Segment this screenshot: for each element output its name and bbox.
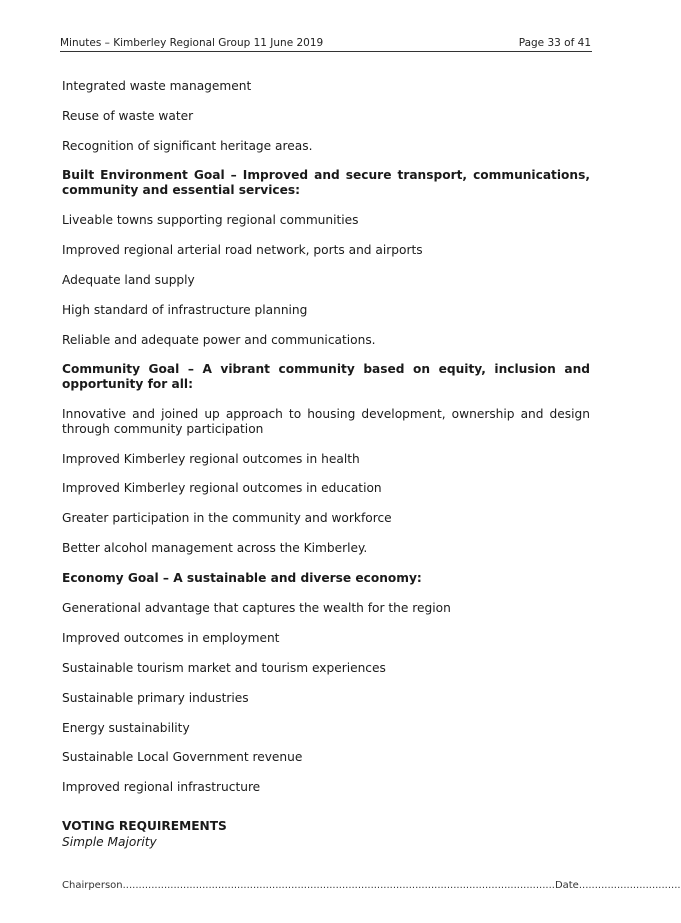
list-item: Generational advantage that captures the wealth for the region: [62, 601, 451, 616]
list-item: Innovative and joined up approach to housing development, ownership and design through community participation: [62, 407, 590, 436]
voting-requirements-heading: VOTING REQUIREMENTS: [62, 818, 227, 833]
page-header: [60, 37, 591, 49]
list-item: Improved Kimberley regional outcomes in health: [62, 451, 360, 466]
voting-requirements-value: Simple Majority: [62, 835, 157, 850]
signature-footer: [62, 880, 681, 891]
list-item: Improved regional infrastructure: [62, 780, 261, 795]
page-number: Page 33 of 41: [518, 37, 591, 49]
list-item: Recognition of significant heritage areas.: [62, 138, 313, 153]
chairperson-signature-line: ........................................................................................................................................: [122, 880, 555, 891]
list-item: High standard of infrastructure planning: [62, 302, 308, 317]
list-item: Reuse of waste water: [62, 108, 194, 123]
list-item: Liveable towns supporting regional communities: [62, 213, 359, 228]
date-signature-line: ................................: [578, 880, 681, 891]
economy-goal-heading: Economy Goal – A sustainable and diverse economy:: [62, 570, 422, 585]
list-item: Improved regional arterial road network, ports and airports: [62, 243, 423, 258]
list-item: Better alcohol management across the Kimberley.: [62, 541, 368, 556]
chairperson-label: Chairperson: [62, 880, 123, 891]
document-title: Minutes – Kimberley Regional Group 11 June 2019: [60, 37, 324, 49]
minutes-body: [62, 79, 590, 850]
community-goal-heading: Community Goal – A vibrant community based on equity, inclusion and opportunity for all:: [62, 362, 590, 391]
list-item: Sustainable Local Government revenue: [62, 750, 303, 765]
list-item: Sustainable primary industries: [62, 690, 249, 705]
list-item: Greater participation in the community and workforce: [62, 511, 392, 526]
header-divider: [60, 51, 592, 52]
date-label: Date: [554, 880, 579, 891]
list-item: Improved Kimberley regional outcomes in education: [62, 481, 382, 496]
list-item: Adequate land supply: [62, 272, 195, 287]
list-item: Sustainable tourism market and tourism experiences: [62, 660, 386, 675]
list-item: Improved outcomes in employment: [62, 631, 280, 646]
list-item: Integrated waste management: [62, 79, 252, 93]
built-environment-goal-heading: Built Environment Goal – Improved and secure transport, communications, community and essential services:: [62, 168, 590, 197]
list-item: Energy sustainability: [62, 720, 190, 735]
list-item: Reliable and adequate power and communications.: [62, 332, 376, 347]
